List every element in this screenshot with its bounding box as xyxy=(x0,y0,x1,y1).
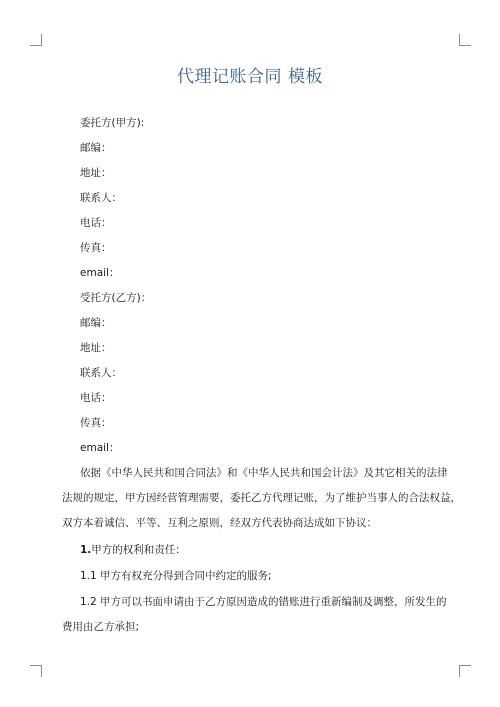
party-a-address: 地址： xyxy=(80,167,112,179)
section-1-title: 甲方的权利和责任： xyxy=(91,544,186,556)
preamble-line: 双方本着诚信、平等、互利之原则，经双方代表协商达成如下协议： xyxy=(62,517,377,529)
party-a-fax: 传真： xyxy=(80,242,112,254)
party-a-phone: 电话： xyxy=(80,217,112,229)
party-a-email: email： xyxy=(80,267,120,279)
party-a-label: 委托方(甲方): xyxy=(80,117,145,129)
page-corner-mark-bottom-left xyxy=(30,665,42,677)
clause-1-1: 1.1 甲方有权充分得到合同中约定的服务; xyxy=(80,570,272,582)
clause-1-2-line: 费用由乙方承担; xyxy=(62,621,140,633)
party-b-address: 地址： xyxy=(80,342,112,354)
preamble-line: 依据《中华人民共和国合同法》和《中华人民共和国会计法》及其它相关的法律 xyxy=(80,467,448,479)
party-b-label: 受托方(乙方)： xyxy=(80,292,152,304)
document-title: 代理记账合同 模板 xyxy=(177,67,323,87)
party-b-contact: 联系人： xyxy=(80,367,122,379)
section-1-number: 1. xyxy=(80,544,92,556)
preamble-line: 法规的规定，甲方因经营管理需要，委托乙方代理记账，为了维护当事人的合法权益， xyxy=(62,492,461,504)
party-b-phone: 电话： xyxy=(80,392,112,404)
party-b-postal: 邮编： xyxy=(80,317,112,329)
party-a-postal: 邮编： xyxy=(80,142,112,154)
section-1-heading xyxy=(80,543,186,557)
page-corner-mark-bottom-right xyxy=(459,665,471,677)
party-b-email: email： xyxy=(80,442,120,454)
party-a-contact: 联系人： xyxy=(80,192,122,204)
page-corner-mark-top-left xyxy=(30,34,42,46)
party-b-fax: 传真： xyxy=(80,417,112,429)
clause-1-2-line: 1.2 甲方可以书面申请由于乙方原因造成的错账进行重新编制及调整，所发生的 xyxy=(80,596,447,608)
page-corner-mark-top-right xyxy=(459,34,471,46)
